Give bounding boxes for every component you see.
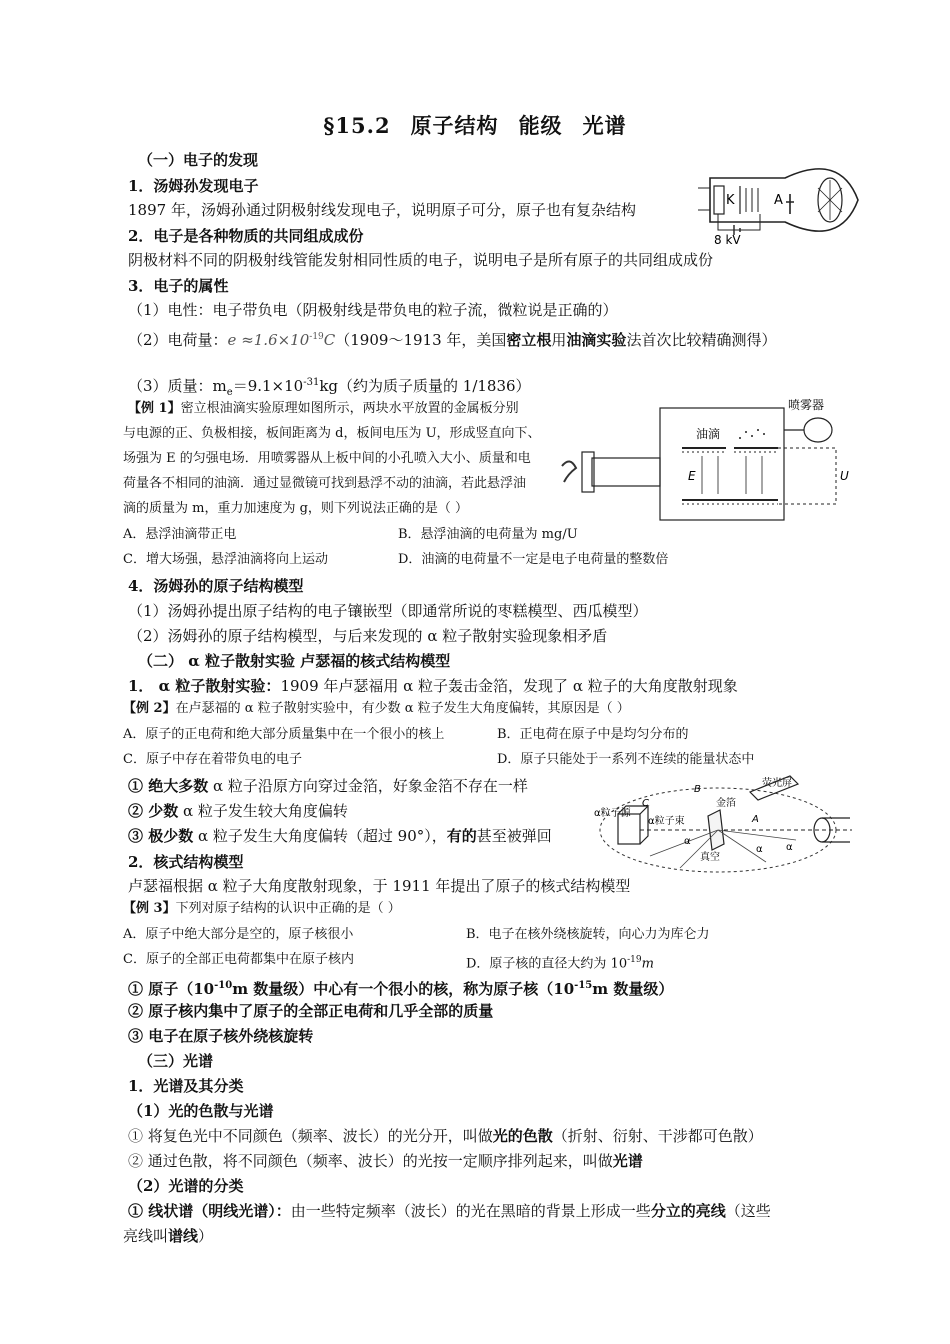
paragraph: （1）汤姆孙提出原子结构的电子镶嵌型（即通常所说的枣糕模型、西瓜模型）: [128, 602, 648, 620]
paragraph: ① 将复色光中不同颜色（频率、波长）的光分开，叫做光的色散（折射、衍射、干涉都可色散）: [128, 1127, 763, 1145]
heading-2-2: 2．核式结构模型: [128, 853, 244, 871]
option-c: C．原子的全部正电荷都集中在原子核内: [123, 952, 354, 967]
heading-1-4: 4．汤姆孙的原子结构模型: [128, 577, 304, 595]
field-label: E: [688, 469, 696, 483]
heading-1-1: 1．汤姆孙发现电子: [128, 177, 259, 195]
heading-1-3: 3．电子的属性: [128, 277, 229, 295]
beam-label: α粒子束: [648, 816, 685, 827]
option-d: D．油滴的电荷量不一定是电子电荷量的整数倍: [398, 552, 669, 567]
option-c: C．增大场强，悬浮油滴将向上运动: [123, 552, 328, 567]
point-c-label: C: [642, 798, 649, 809]
nucleus-point-3: ③ 电子在原子核外绕核旋转: [128, 1027, 314, 1045]
heading-1-2: 2．电子是各种物质的共同组成成份: [128, 227, 364, 245]
section-heading-3: （三）光谱: [138, 1052, 214, 1070]
example-1-line: 滴的质量为 m，重力加速度为 g，则下列说法正确的是（ ）: [123, 501, 469, 516]
property-charge-amount: （2）电荷量：$e \approx 1.6\times 10^{-19}C(1909\sim 1913$ 年，美国密立根用油滴实验法首次比较精确测得）: [128, 331, 777, 349]
example-2-question: 【例 2】在卢瑟福的 α 粒子散射实验中，有少数 α 粒子发生大角度偏转，其原因是（ ）: [123, 701, 630, 716]
observation-3: ③ 极少数 α 粒子发生大角度偏转（超过 90°），有的甚至被弹回: [128, 827, 552, 845]
foil-label: 金箔: [716, 798, 736, 809]
alpha-label: α: [684, 836, 691, 847]
heading-3-1-1: （1）光的色散与光谱: [128, 1102, 274, 1120]
property-mass: （3）质量：$m_e=9.1\times 10^{-31}kg$（约为质子质量的 1/1836）: [128, 377, 531, 398]
example-1-line: 荷量各不相同的油滴．通过显微镜可找到悬浮不动的油滴，若此悬浮油: [123, 476, 527, 491]
paragraph: ① 线状谱（明线光谱）：由一些特定频率（波长）的光在黑暗的背景上形成一些分立的亮线（这些: [128, 1202, 771, 1220]
paragraph: 阴极材料不同的阴极射线管能发射相同性质的电子，说明电子是所有原子的共同组成成份: [128, 251, 714, 269]
anode-label: A: [774, 193, 783, 208]
point-b-label: B: [694, 784, 701, 795]
paragraph: 1． α 粒子散射实验：1909 年卢瑟福用 α 粒子轰击金箔，发现了 α 粒子的大角度散射现象: [128, 677, 738, 695]
voltage-label: U: [840, 469, 849, 483]
option-a: A．原子的正电荷和绝大部分质量集中在一个很小的核上: [123, 727, 445, 742]
paragraph: 1897 年，汤姆孙通过阴极射线发现电子，说明原子可分，原子也有复杂结构: [128, 201, 636, 219]
nucleus-point-1: ① 原子（$10^{-10}m$ 数量级）中心有一个很小的核，称为原子核（$10^{-15}m$ 数量级）: [128, 980, 674, 998]
sprayer-label: 喷雾器: [788, 398, 825, 412]
alpha-label: α: [756, 844, 763, 855]
example-1-line: 场强为 E 的匀强电场．用喷雾器从上板中间的小孔喷入大小、质量和电: [123, 451, 531, 466]
section-heading-1: （一）电子的发现: [138, 151, 259, 169]
paragraph: ② 通过色散，将不同颜色（频率、波长）的光按一定顺序排列起来，叫做光谱: [128, 1152, 643, 1170]
vacuum-label: 真空: [700, 852, 720, 863]
option-a: A．悬浮油滴带正电: [123, 527, 237, 542]
paragraph: （2）汤姆孙的原子结构模型，与后来发现的 α 粒子散射实验现象相矛盾: [128, 627, 608, 645]
option-a: A．原子中绝大部分是空的，原子核很小: [123, 927, 354, 942]
option-b: B．正电荷在原子中是均匀分布的: [497, 727, 689, 742]
page-title: §15.2 原子结构 能级 光谱: [323, 113, 627, 138]
cathode-label: K: [726, 193, 735, 208]
property-charge-sign: （1）电性：电子带负电（阴极射线是带负电的粒子流，微粒说是正确的）: [128, 301, 618, 319]
option-b: B．电子在核外绕核旋转，向心力为库仑力: [466, 927, 710, 942]
source-label: α粒子源: [594, 808, 631, 819]
voltage-label: 8 kV: [714, 233, 741, 246]
option-d: D．原子只能处于一系列不连续的能量状态中: [497, 752, 755, 767]
example-3-question: 【例 3】下列对原子结构的认识中正确的是（ ）: [123, 901, 401, 916]
nucleus-point-2: ② 原子核内集中了原子的全部正电荷和几乎全部的质量: [128, 1002, 494, 1020]
example-1-line: 与电源的正、负极相接，板间距离为 d，板间电压为 U，形成竖直向下、: [123, 426, 541, 441]
alpha-label: α: [786, 842, 793, 853]
paragraph: 卢瑟福根据 α 粒子大角度散射现象，于 1911 年提出了原子的核式结构模型: [128, 877, 631, 895]
section-heading-2: （二） α 粒子散射实验 卢瑟福的核式结构模型: [138, 652, 451, 670]
observation-1: ① 绝大多数 α 粒子沿原方向穿过金箔，好象金箔不存在一样: [128, 777, 528, 795]
cathode-ray-tube-figure: [690, 158, 870, 246]
option-c: C．原子中存在着带负电的电子: [123, 752, 302, 767]
heading-3-1-2: （2）光谱的分类: [128, 1177, 244, 1195]
alpha-scattering-figure: [590, 770, 860, 880]
paragraph: 亮线叫谱线）: [123, 1227, 214, 1245]
oil-drop-figure: [556, 394, 856, 524]
oil-drop-label: 油滴: [696, 427, 721, 441]
point-a-label: A: [752, 814, 759, 825]
heading-3-1: 1．光谱及其分类: [128, 1077, 244, 1095]
option-d: D．原子核的直径大约为 $10^{-19}m$: [466, 955, 654, 972]
example-1-line: 【例 1】密立根油滴实验原理如图所示，两块水平放置的金属板分别: [128, 401, 519, 416]
observation-2: ② 少数 α 粒子发生较大角度偏转: [128, 802, 348, 820]
option-b: B．悬浮油滴的电荷量为 mg/U: [398, 527, 578, 542]
screen-label: 荧光屏: [762, 778, 792, 789]
